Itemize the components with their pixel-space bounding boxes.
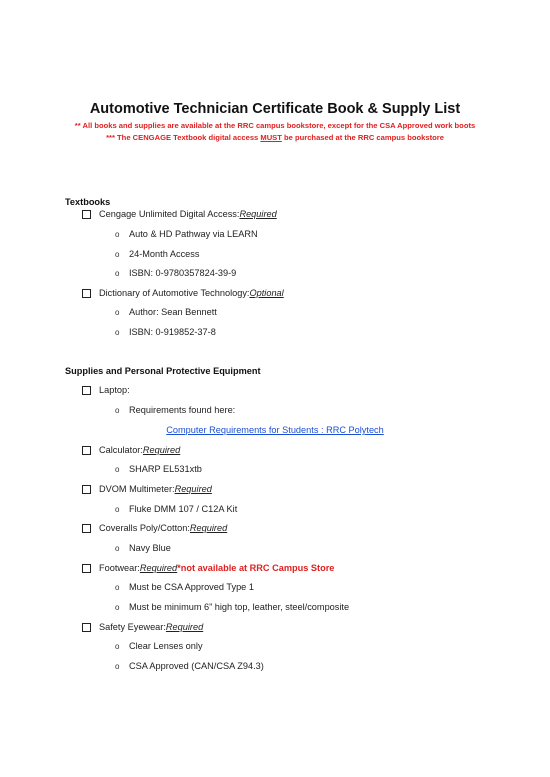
checkbox-icon[interactable] bbox=[82, 524, 91, 533]
bullet-icon: o bbox=[115, 543, 120, 553]
checklist-item-calculator bbox=[82, 445, 180, 455]
item-status: Required bbox=[239, 209, 277, 219]
list-item-text: Clear Lenses only bbox=[129, 641, 203, 651]
item-status: Required bbox=[142, 445, 181, 455]
list-item bbox=[115, 307, 217, 317]
computer-requirements-link-row bbox=[0, 425, 550, 435]
cengage-note-emphasis: MUST bbox=[260, 133, 282, 142]
list-item-text: Auto & HD Pathway via LEARN bbox=[129, 229, 258, 239]
list-item bbox=[115, 268, 236, 278]
item-label: Coveralls Poly/Cotton: bbox=[99, 523, 190, 533]
list-item bbox=[115, 249, 199, 259]
checkbox-icon[interactable] bbox=[82, 485, 91, 494]
checkbox-icon[interactable] bbox=[82, 564, 91, 573]
checkbox-icon[interactable] bbox=[82, 623, 91, 632]
checklist-item-eyewear bbox=[82, 622, 203, 632]
list-item-text: Author: Sean Bennett bbox=[129, 307, 217, 317]
list-item-text: SHARP EL531xtb bbox=[129, 464, 202, 474]
bullet-icon: o bbox=[115, 641, 120, 651]
bullet-icon: o bbox=[115, 249, 120, 259]
list-item bbox=[115, 464, 202, 474]
item-status: Required bbox=[174, 484, 212, 494]
checklist-item-footwear bbox=[82, 563, 334, 573]
bullet-icon: o bbox=[115, 307, 120, 317]
bullet-icon: o bbox=[115, 268, 120, 278]
checkbox-icon[interactable] bbox=[82, 446, 91, 455]
list-item bbox=[115, 405, 235, 415]
item-status: Optional bbox=[249, 288, 284, 298]
list-item-text: 24-Month Access bbox=[129, 249, 200, 259]
item-label: DVOM Multimeter: bbox=[99, 484, 175, 494]
item-status: Required bbox=[189, 523, 228, 533]
list-item bbox=[115, 543, 171, 553]
cengage-note bbox=[0, 133, 550, 142]
checklist-item-dictionary bbox=[82, 288, 284, 298]
item-label: Footwear: bbox=[99, 563, 140, 573]
list-item-text: Fluke DMM 107 / C12A Kit bbox=[129, 504, 238, 514]
bullet-icon: o bbox=[115, 602, 120, 612]
checklist-item-coveralls bbox=[82, 523, 227, 533]
list-item bbox=[115, 504, 237, 514]
bullet-icon: o bbox=[115, 327, 120, 337]
list-item-text: Navy Blue bbox=[129, 543, 171, 553]
bullet-icon: o bbox=[115, 582, 120, 592]
bookstore-note: ** All books and supplies are available at the RRC campus bookstore, except for the CSA Approved work boots bbox=[74, 121, 476, 130]
list-item-text: ISBN: 0-919852-37-8 bbox=[129, 327, 216, 337]
list-item-text: CSA Approved (CAN/CSA Z94.3) bbox=[129, 661, 264, 671]
list-item-text: Must be minimum 6” high top, leather, steel/composite bbox=[129, 602, 350, 612]
item-label: Safety Eyewear: bbox=[99, 622, 166, 632]
list-item-text: Must be CSA Approved Type 1 bbox=[129, 582, 254, 592]
item-status: Required bbox=[165, 622, 204, 632]
computer-requirements-link[interactable]: Computer Requirements for Students : RRC Polytech bbox=[166, 425, 384, 435]
textbooks-heading: Textbooks bbox=[65, 197, 111, 207]
page-title: Automotive Technician Certificate Book & Supply List bbox=[89, 101, 461, 117]
checkbox-icon[interactable] bbox=[82, 289, 91, 298]
bullet-icon: o bbox=[115, 464, 120, 474]
list-item bbox=[115, 661, 264, 671]
list-item-text: Requirements found here: bbox=[129, 405, 236, 415]
list-item bbox=[115, 229, 258, 239]
list-item bbox=[115, 327, 216, 337]
list-item bbox=[115, 641, 203, 651]
checkbox-icon[interactable] bbox=[82, 210, 91, 219]
item-label: Laptop: bbox=[99, 385, 130, 395]
cengage-note-after: be purchased at the RRC campus bookstore bbox=[281, 133, 444, 142]
checklist-item-laptop bbox=[82, 385, 130, 395]
item-status: Required bbox=[139, 563, 178, 573]
list-item-text: ISBN: 0-9780357824-39-9 bbox=[129, 268, 237, 278]
bullet-icon: o bbox=[115, 504, 120, 514]
cengage-note-before: *** The CENGAGE Textbook digital access bbox=[106, 133, 261, 142]
list-item bbox=[115, 582, 254, 592]
item-label: Calculator: bbox=[99, 445, 143, 455]
list-item bbox=[115, 602, 349, 612]
item-label: Cengage Unlimited Digital Access: bbox=[99, 209, 240, 219]
not-available-note: *not available at RRC Campus Store bbox=[177, 563, 335, 573]
checklist-item-cengage bbox=[82, 209, 277, 219]
supplies-heading: Supplies and Personal Protective Equipment bbox=[65, 366, 261, 376]
checklist-item-dvom bbox=[82, 484, 212, 494]
bullet-icon: o bbox=[115, 229, 120, 239]
item-label: Dictionary of Automotive Technology: bbox=[99, 288, 250, 298]
checkbox-icon[interactable] bbox=[82, 386, 91, 395]
bullet-icon: o bbox=[115, 405, 120, 415]
bullet-icon: o bbox=[115, 661, 120, 671]
